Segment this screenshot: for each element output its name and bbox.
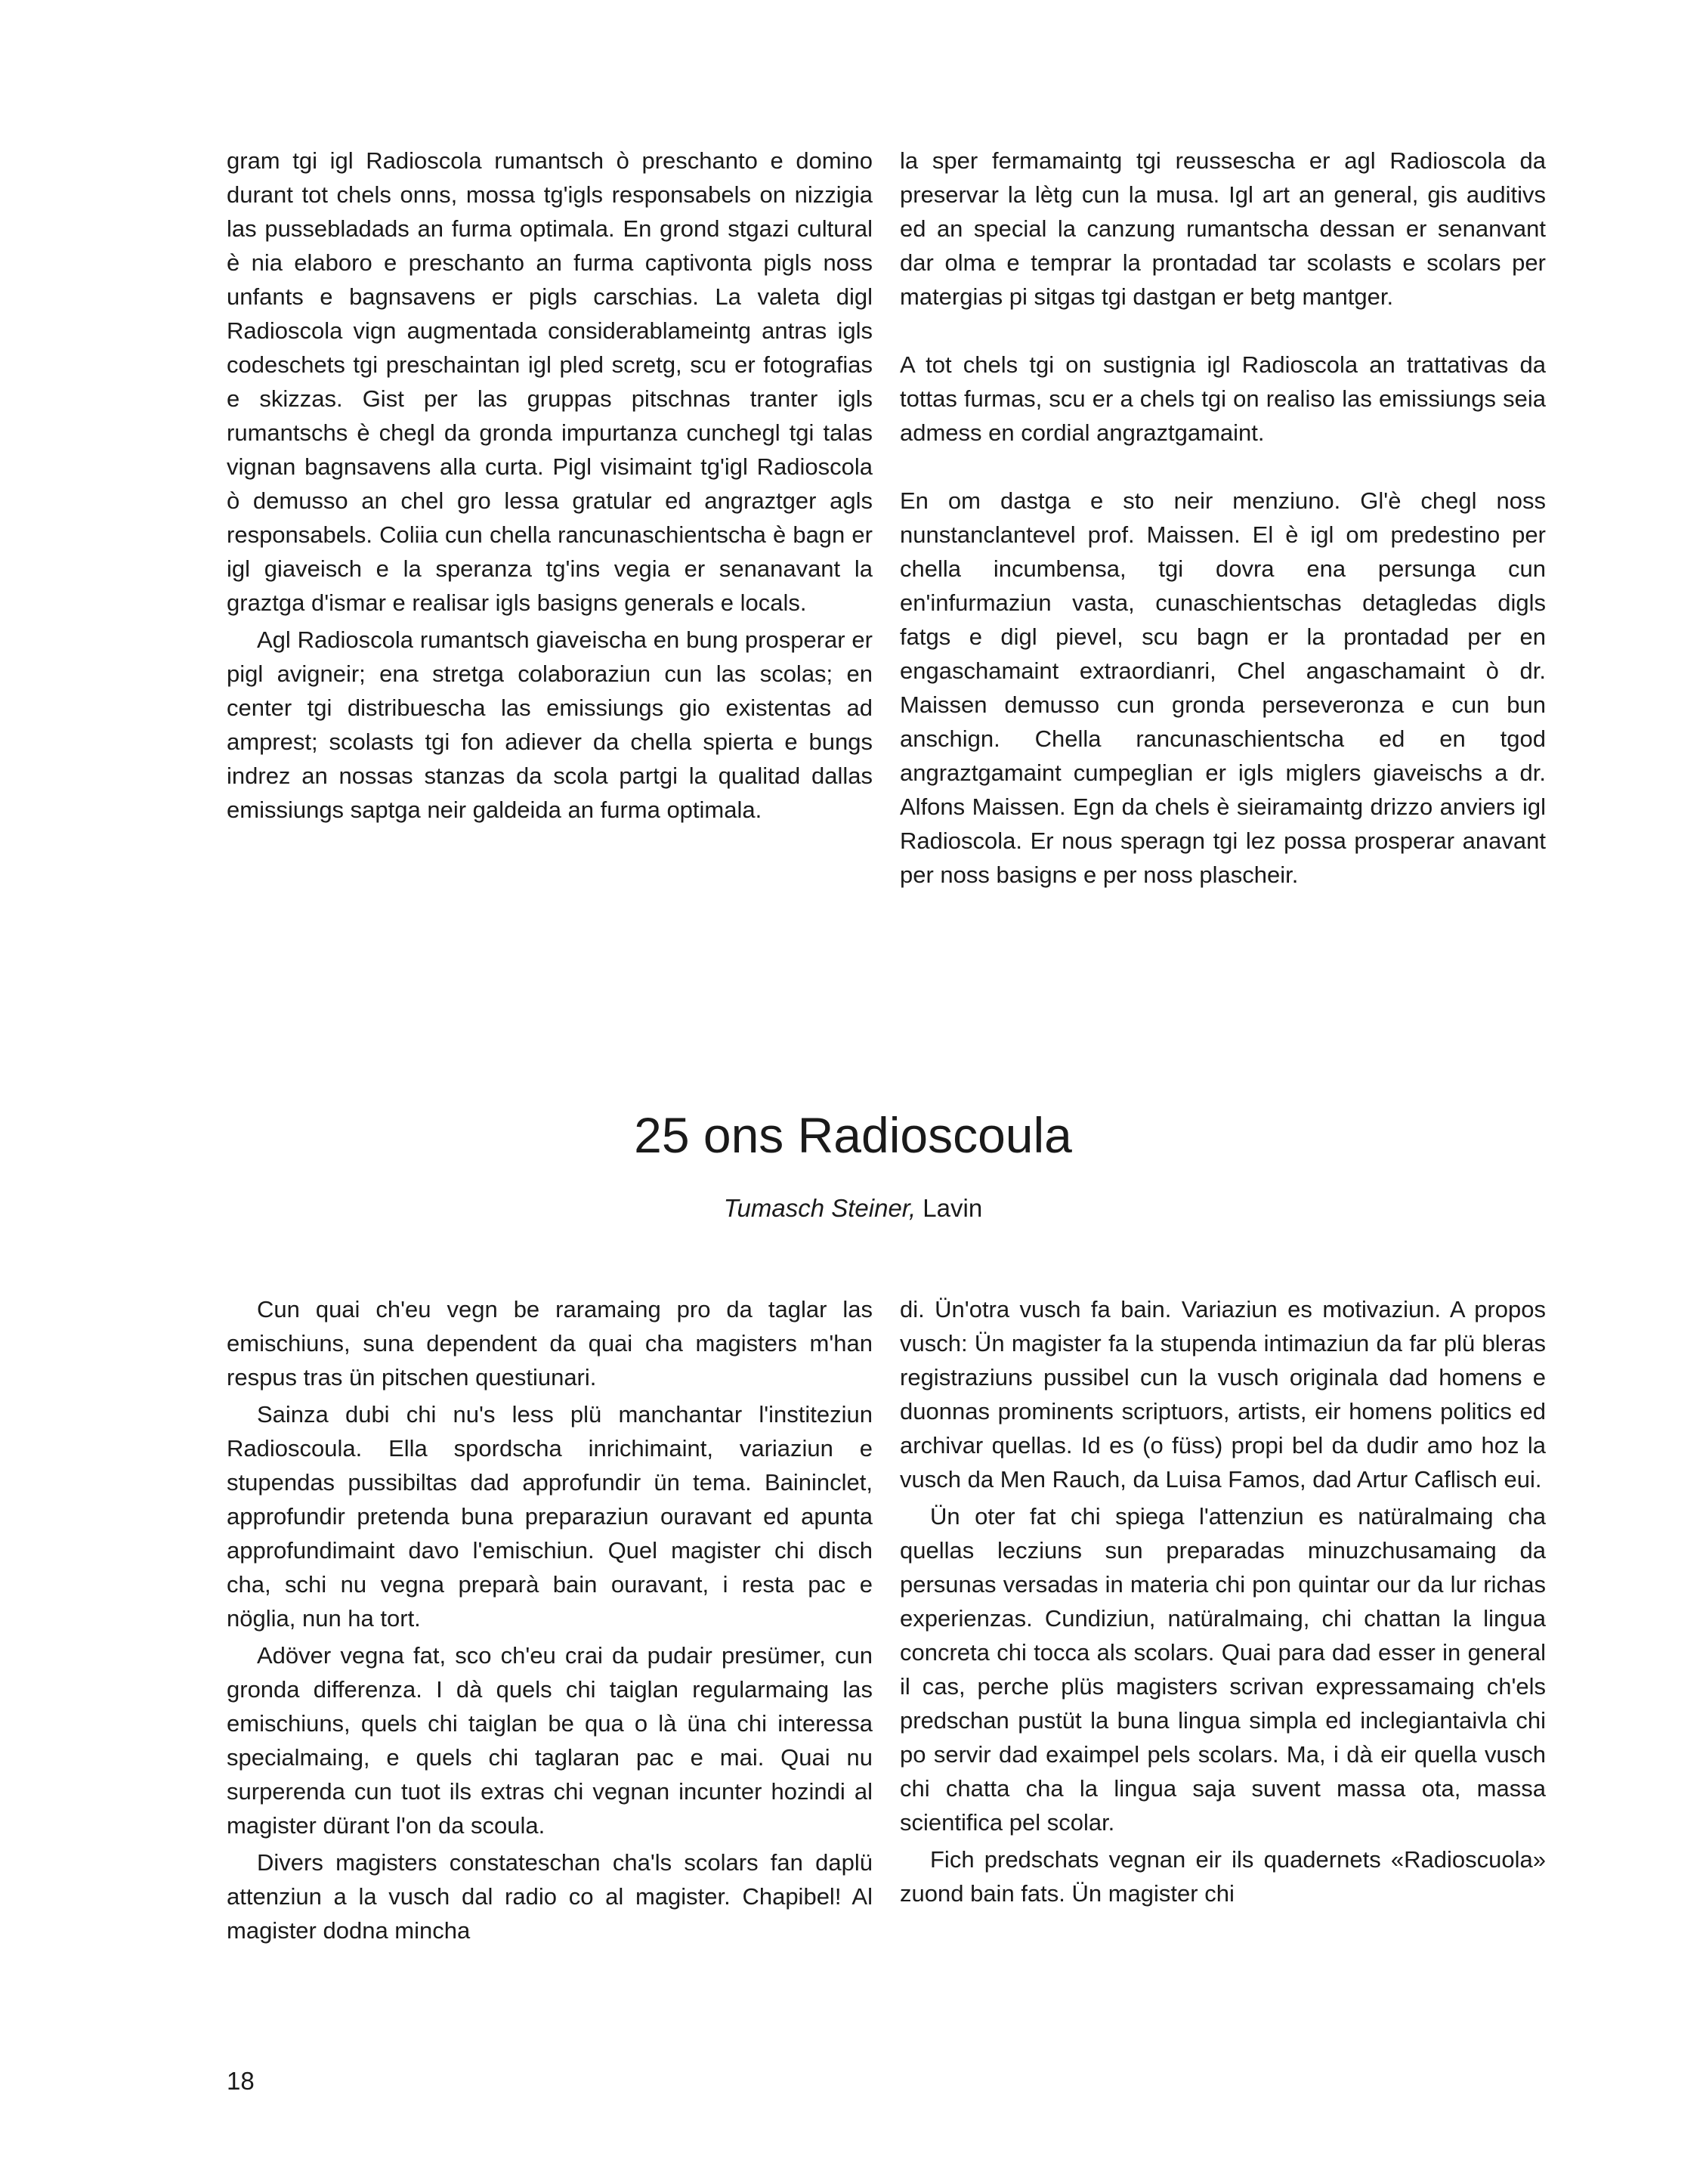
page-number: 18: [227, 2067, 255, 2095]
paragraph: di. Ün'otra vusch fa bain. Variaziun es motivaziun. A propos vusch: Ün magister fa la stupenda intimaziun da far plü bleras registraziuns pussibel cun la vusch originala dad homens e duonnas prominents scriptuors, artists, eir homens politics ed archivar quellas. Id es (o füss) propi bel da dudir amo hoz la vusch da Men Rauch, da Luisa Famos, dad Artur Caflisch eui.: [900, 1296, 1546, 1493]
paragraph: En om dastga e sto neir menziuno. Gl'è chegl noss nunstanclantevel prof. Maissen. El è igl om predestino per chella incumbensa, tgi dovra ena persunga cun en'infurmaziun vasta, cunaschientschas detagledas digls fatgs e digl pievel, scu bagn er la prontadad per en engaschamaint extraordianri, Chel angaschamaint ò dr. Maissen demusso cun gronda perseveronza e cun bun anschign. Chella rancunaschientscha ed en tgod angraztgamaint cumpeglian er igls miglers giaveischs a dr. Alfons Maissen. Egn da chels è sieiramaintg drizzo anviers igl Radioscola. Er nous speragn tgi lez possa prosperar anavant per noss basigns e per noss plascheir.: [900, 487, 1546, 888]
paragraph: la sper fermamaintg tgi reussescha er agl Radioscola da preservar la lètg cun la musa. Igl art an general, gis auditivs ed an special la canzung rumantscha dessan er senanvant dar olma e temprar la prontadad tar scolasts e scolars per matergias pi sitgas tgi dastgan er betg mantger.: [900, 147, 1546, 310]
previous-article-right-column: [900, 144, 1546, 892]
previous-article-left-column: [227, 144, 873, 827]
paragraph: Sainza dubi chi nu's less plü manchantar l'institeziun Radioscoula. Ella spordscha inrichimaint, variaziun e stupendas pussibiltas dad approfundir ün tema. Baininclet, approfundir pretenda buna preparaziun ouravant ed apunta approfundimaint davo l'emischiun. Quel magister chi disch cha, schi nu vegna preparà bain ouravant, i resta pac e nöglia, nun ha tort.: [227, 1401, 873, 1632]
paragraph: gram tgi igl Radioscola rumantsch ò preschanto e domino durant tot chels onns, mossa tg'igls responsabels on nizzigia las pussebladads an furma optimala. En grond stgazi cultural è nia elaboro e preschanto an furma captivonta pigls noss unfants e bagnsavens er pigls carschias. La valeta digl Radioscola vign augmentada considerablameintg antras igls codeschets tgi preschaintan igl pled scretg, scu er fotografias e skizzas. Gist per las gruppas pitschnas tranter igls rumantschs è chegl da gronda impurtanza cunchegl tgi talas vignan bagnsavens alla curta. Pigl visimaint tg'igl Radioscola ò demusso an chel gro lessa gratular ed angraztger agls responsabels. Coliia cun chella rancunaschientscha è bagn er igl giaveisch e la speranza tg'ins vegia er senanavant la graztga d'ismar e realisar igls basigns generals e locals.: [227, 147, 873, 616]
article-left-column: [227, 1292, 873, 1947]
paragraph: Ün oter fat chi spiega l'attenziun es natüralmaing cha quellas lecziuns sun preparadas minuzchusamaing da persunas versadas in materia chi pon quintar our da lur richas experienzas. Cundiziun, natüralmaing, chi chattan la lingua concreta chi tocca als scolars. Quai para dad esser in general il cas, perche plüs magisters scrivan expressamaing ch'els predschan pustüt la buna lingua simpla ed inclegiantaivla chi po servir dad exaimpel pels scolars. Ma, i dà eir quella vusch chi chatta cha la lingua saja suvent massa ota, massa scientifica pel scolar.: [900, 1503, 1546, 1836]
article-title: 25 ons Radioscoula: [634, 1107, 1072, 1163]
paragraph: Agl Radioscola rumantsch giaveischa en bung prosperar er pigl avigneir; ena stretga colaboraziun cun las scolas; en center tgi distribuescha las emissiungs gio existentas ad amprest; scolasts tgi fon adiever da chella spierta e bungs indrez an nossas stanzas da scola partgi la qualitad dallas emissiungs saptga neir galdeida an furma optimala.: [227, 626, 873, 823]
article-right-column: [900, 1292, 1546, 1910]
paragraph: Fich predschats vegnan eir ils quadernets «Radioscuola» zuond bain fats. Ün magister chi: [900, 1846, 1546, 1907]
byline: [0, 1192, 1706, 1225]
paragraph: Divers magisters constateschan cha'ls scolars fan daplü attenziun a la vusch dal radio co al magister. Chapibel! Al magister dodna mincha: [227, 1849, 873, 1944]
paragraph: Adöver vegna fat, sco ch'eu crai da pudair presümer, cun gronda differenza. I dà quels chi taiglan regularmaing las emischiuns, quels chi taiglan be qua o là üna chi interessa specialmaing, e quels chi taglaran pac e mai. Quai nu surperenda cun tuot ils extras chi vegnan incunter hozindi al magister dürant l'on da scoula.: [227, 1642, 873, 1839]
paragraph: A tot chels tgi on sustignia igl Radioscola an trattativas da tottas furmas, scu er a chels tgi on realiso las emissiungs seia admess en cordial angraztgamaint.: [900, 351, 1546, 446]
author-name: Tumasch Steiner,: [723, 1194, 916, 1222]
author-location: Lavin: [916, 1194, 983, 1222]
paragraph: Cun quai ch'eu vegn be raramaing pro da taglar las emischiuns, suna dependent da quai cha magisters m'han respus tras ün pitschen questiunari.: [227, 1296, 873, 1391]
